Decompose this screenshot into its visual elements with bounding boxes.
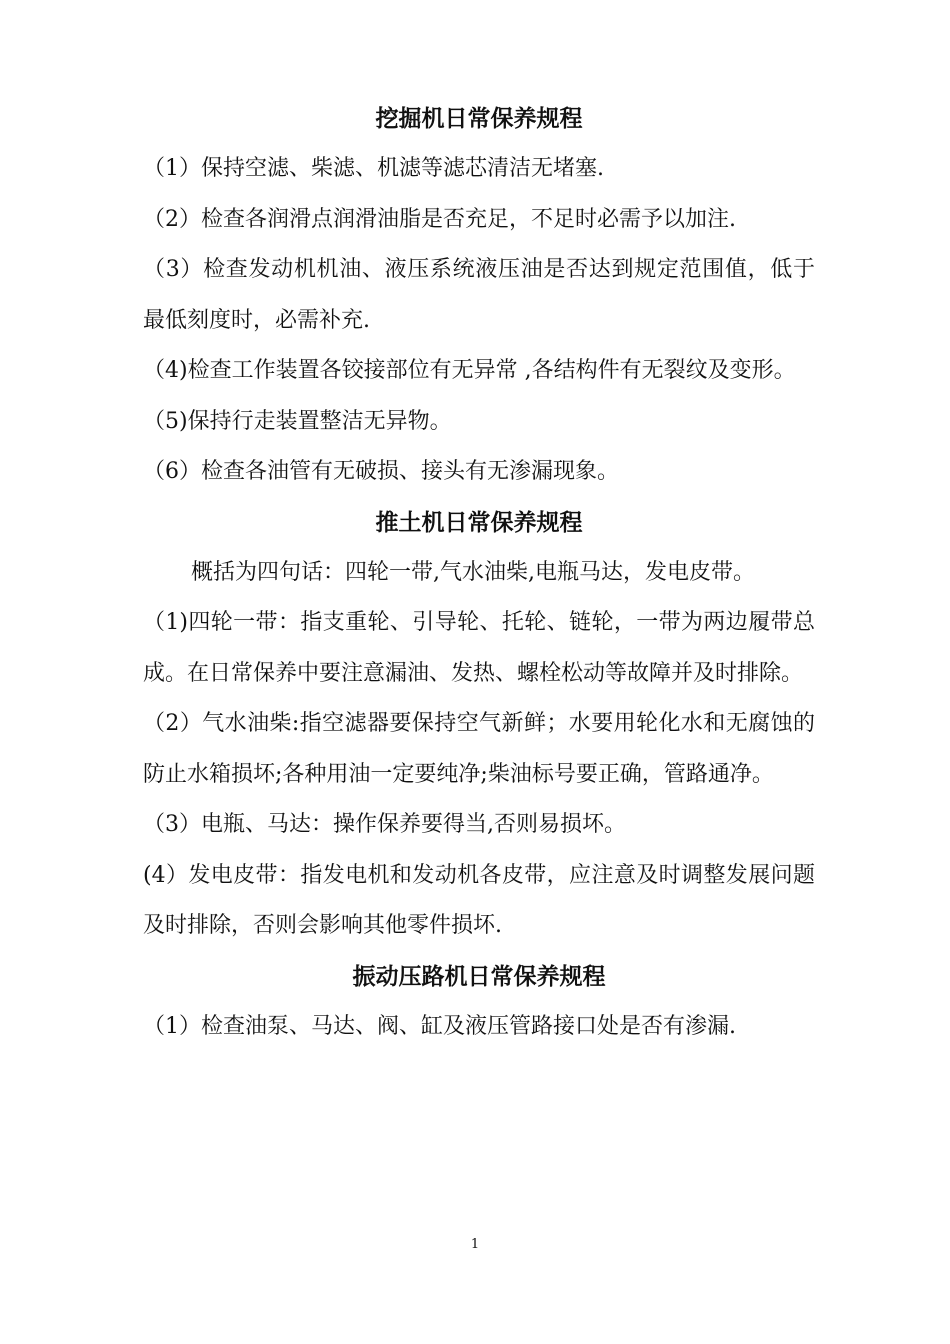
section-title-roller: 振动压路机日常保养规程	[352, 962, 606, 990]
paragraph: (4）发电皮带：指发电机和发动机各皮带，应注意及时调整发展问题及时排除，否则会影响其他零件损坏.	[143, 862, 815, 938]
section-excavator	[143, 94, 815, 498]
paragraph: （5)保持行走装置整洁无异物。	[143, 408, 452, 434]
page-number: 1	[470, 1237, 480, 1252]
paragraph: （3）电瓶、马达：操作保养要得当,否则易损坏。	[143, 812, 626, 837]
section-title-excavator: 挖掘机日常保养规程	[375, 105, 583, 132]
section-title-bulldozer: 推土机日常保养规程	[375, 508, 583, 536]
paragraph: （3）检查发动机机油、液压系统液压油是否达到规定范围值，低于最低刻度时，必需补充.	[143, 257, 815, 333]
paragraph: （2）气水油柴:指空滤器要保持空气新鲜；水要用轮化水和无腐蚀的防止水箱损坏;各种用油一定要纯净;柴油标号要正确，管路通净。	[143, 711, 815, 787]
paragraph: （6）检查各油管有无破损、接头有无渗漏现象。	[143, 459, 619, 484]
paragraph: （1）检查油泵、马达、阀、缸及液压管路接口处是否有渗漏.	[143, 1013, 736, 1039]
section-roller	[143, 952, 815, 1053]
document-body	[143, 94, 815, 1052]
section-bulldozer	[143, 498, 815, 952]
intro-paragraph: 概括为四句话：四轮一带,气水油柴,电瓶马达，发电皮带。	[191, 559, 755, 585]
paragraph: （4)检查工作装置各铰接部位有无异常 ,各结构件有无裂纹及变形。	[143, 358, 796, 383]
paragraph: （1)四轮一带：指支重轮、引导轮、托轮、链轮，一带为两边履带总成。在日常保养中要注意漏油、发热、螺栓松动等故障并及时排除。	[143, 610, 815, 686]
paragraph: （2）检查各润滑点润滑油脂是否充足，不足时必需予以加注.	[143, 206, 736, 232]
paragraph: （1）保持空滤、柴滤、机滤等滤芯清洁无堵塞.	[143, 156, 604, 181]
